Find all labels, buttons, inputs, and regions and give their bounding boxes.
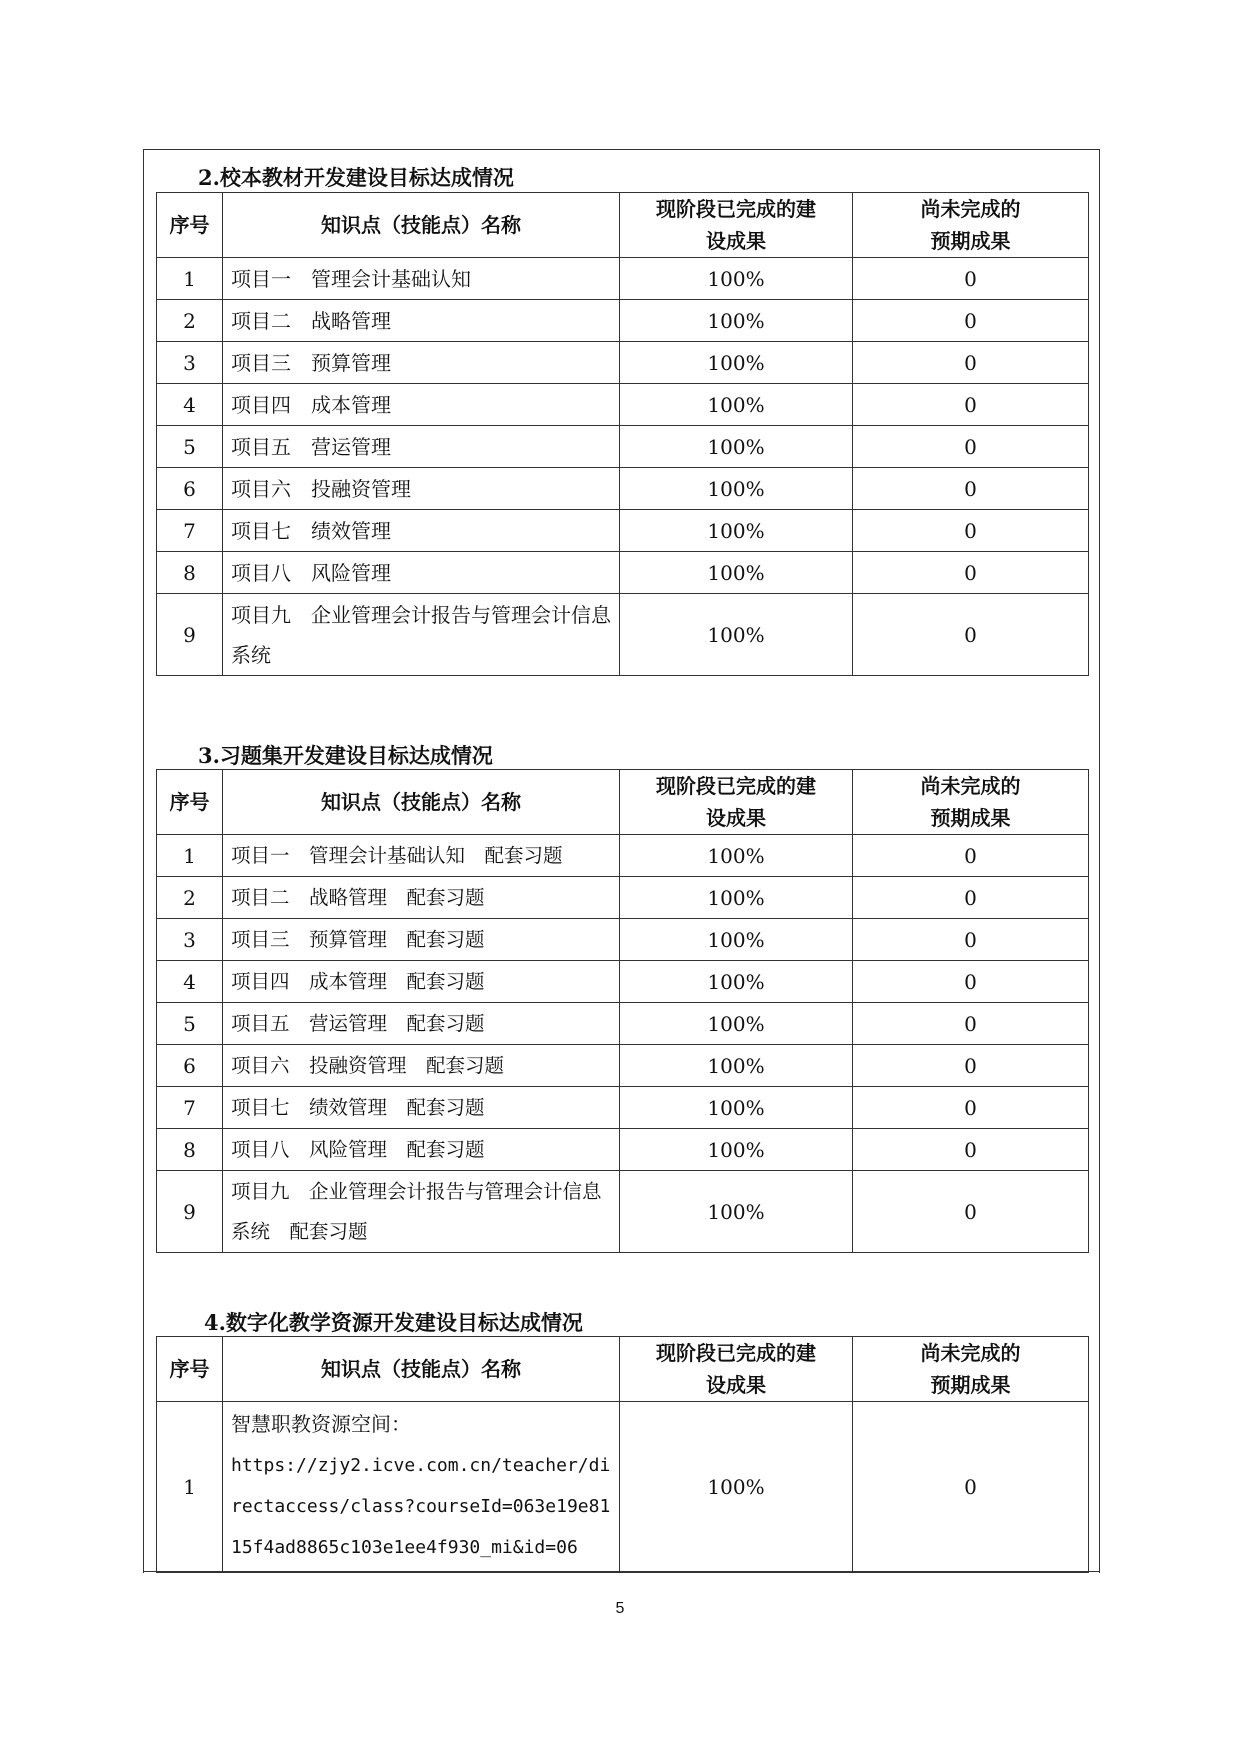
row-done: 100% — [620, 426, 853, 468]
table-row — [157, 594, 1089, 676]
section-2-title: 2.校本教材开发建设目标达成情况 — [198, 165, 514, 190]
row-done: 100% — [620, 877, 853, 919]
row-name: 项目七 绩效管理 — [223, 510, 620, 552]
row-todo: 0 — [853, 552, 1089, 594]
table-row — [157, 877, 1089, 919]
table-row — [157, 468, 1089, 510]
row-seq: 9 — [157, 1171, 223, 1253]
row-seq: 7 — [157, 510, 223, 552]
row-name: 项目九 企业管理会计报告与管理会计信息系统 配套习题 — [223, 1171, 620, 1253]
row-name — [223, 1402, 620, 1573]
row-todo: 0 — [853, 426, 1089, 468]
table-row — [157, 426, 1089, 468]
header-name: 知识点（技能点）名称 — [223, 1337, 620, 1402]
row-name: 项目八 风险管理 配套习题 — [223, 1129, 620, 1171]
table-row — [157, 510, 1089, 552]
table-row — [157, 919, 1089, 961]
section-4-title: 4.数字化教学资源开发建设目标达成情况 — [204, 1310, 583, 1335]
row-done: 100% — [620, 552, 853, 594]
row-seq: 3 — [157, 342, 223, 384]
row-todo: 0 — [853, 877, 1089, 919]
table-row — [157, 961, 1089, 1003]
row-done: 100% — [620, 961, 853, 1003]
row-done: 100% — [620, 1171, 853, 1253]
row-todo: 0 — [853, 510, 1089, 552]
header-name: 知识点（技能点）名称 — [223, 193, 620, 258]
table-row — [157, 1129, 1089, 1171]
row-todo: 0 — [853, 594, 1089, 676]
row-name: 项目三 预算管理 — [223, 342, 620, 384]
header-done: 现阶段已完成的建 设成果 — [620, 770, 853, 835]
row-todo: 0 — [853, 1171, 1089, 1253]
row-todo: 0 — [853, 1129, 1089, 1171]
row-todo: 0 — [853, 384, 1089, 426]
row-seq: 4 — [157, 961, 223, 1003]
row-seq: 8 — [157, 1129, 223, 1171]
header-name: 知识点（技能点）名称 — [223, 770, 620, 835]
header-done: 现阶段已完成的建 设成果 — [620, 193, 853, 258]
row-seq: 6 — [157, 468, 223, 510]
table-row — [157, 552, 1089, 594]
row-todo: 0 — [853, 1003, 1089, 1045]
row-todo: 0 — [853, 258, 1089, 300]
row-name: 项目四 成本管理 配套习题 — [223, 961, 620, 1003]
row-name: 项目三 预算管理 配套习题 — [223, 919, 620, 961]
row-todo: 0 — [853, 1045, 1089, 1087]
row-todo: 0 — [853, 919, 1089, 961]
row-done: 100% — [620, 1087, 853, 1129]
row-seq: 5 — [157, 426, 223, 468]
row-seq: 9 — [157, 594, 223, 676]
table-row — [157, 1045, 1089, 1087]
row-todo: 0 — [853, 468, 1089, 510]
table-row — [157, 1003, 1089, 1045]
header-todo: 尚未完成的 预期成果 — [853, 770, 1089, 835]
row-todo: 0 — [853, 1402, 1089, 1573]
row-name: 项目二 战略管理 — [223, 300, 620, 342]
section-3-title: 3.习题集开发建设目标达成情况 — [198, 743, 493, 768]
table-row — [157, 258, 1089, 300]
table-row — [157, 300, 1089, 342]
row-seq: 1 — [157, 835, 223, 877]
row-done: 100% — [620, 258, 853, 300]
row-todo: 0 — [853, 342, 1089, 384]
header-todo: 尚未完成的 预期成果 — [853, 1337, 1089, 1402]
section-2-table — [156, 192, 1089, 676]
table-row — [157, 384, 1089, 426]
header-todo: 尚未完成的 预期成果 — [853, 193, 1089, 258]
row-seq: 3 — [157, 919, 223, 961]
row-done: 100% — [620, 1129, 853, 1171]
row-name: 项目八 风险管理 — [223, 552, 620, 594]
row-name: 项目七 绩效管理 配套习题 — [223, 1087, 620, 1129]
row-done: 100% — [620, 1003, 853, 1045]
header-seq: 序号 — [157, 1337, 223, 1402]
table-row — [157, 1171, 1089, 1253]
row-todo: 0 — [853, 300, 1089, 342]
row-done: 100% — [620, 594, 853, 676]
row-seq: 5 — [157, 1003, 223, 1045]
row-done: 100% — [620, 468, 853, 510]
header-done: 现阶段已完成的建 设成果 — [620, 1337, 853, 1402]
table-row — [157, 1402, 1089, 1573]
row-name: 项目四 成本管理 — [223, 384, 620, 426]
row-name: 项目六 投融资管理 配套习题 — [223, 1045, 620, 1087]
row-done: 100% — [620, 919, 853, 961]
row-seq: 1 — [157, 1402, 223, 1573]
row-name: 项目九 企业管理会计报告与管理会计信息系统 — [223, 594, 620, 676]
row-seq: 6 — [157, 1045, 223, 1087]
header-seq: 序号 — [157, 770, 223, 835]
row-seq: 8 — [157, 552, 223, 594]
row-seq: 4 — [157, 384, 223, 426]
row-done: 100% — [620, 300, 853, 342]
row-todo: 0 — [853, 961, 1089, 1003]
row-seq: 1 — [157, 258, 223, 300]
header-seq: 序号 — [157, 193, 223, 258]
row-done: 100% — [620, 1045, 853, 1087]
table-row — [157, 1087, 1089, 1129]
row-name: 项目五 营运管理 — [223, 426, 620, 468]
row-done: 100% — [620, 1402, 853, 1573]
row-name: 项目一 管理会计基础认知 配套习题 — [223, 835, 620, 877]
row-todo: 0 — [853, 1087, 1089, 1129]
row-name: 项目六 投融资管理 — [223, 468, 620, 510]
section-4-table — [156, 1336, 1089, 1573]
resource-label: 智慧职教资源空间： — [231, 1412, 411, 1436]
section-3-table — [156, 769, 1089, 1253]
row-seq: 2 — [157, 877, 223, 919]
row-name: 项目二 战略管理 配套习题 — [223, 877, 620, 919]
row-name: 项目一 管理会计基础认知 — [223, 258, 620, 300]
row-done: 100% — [620, 384, 853, 426]
row-todo: 0 — [853, 835, 1089, 877]
row-name: 项目五 营运管理 配套习题 — [223, 1003, 620, 1045]
row-seq: 2 — [157, 300, 223, 342]
resource-url-link[interactable]: https://zjy2.icve.com.cn/teacher/directaccess/class?courseId=063e19e8115f4ad8865c103e1ee4f930_mi&id=06 — [231, 1455, 611, 1558]
row-done: 100% — [620, 510, 853, 552]
table-row — [157, 835, 1089, 877]
row-done: 100% — [620, 835, 853, 877]
page-number: 5 — [615, 1600, 625, 1617]
row-seq: 7 — [157, 1087, 223, 1129]
row-done: 100% — [620, 342, 853, 384]
table-row — [157, 342, 1089, 384]
